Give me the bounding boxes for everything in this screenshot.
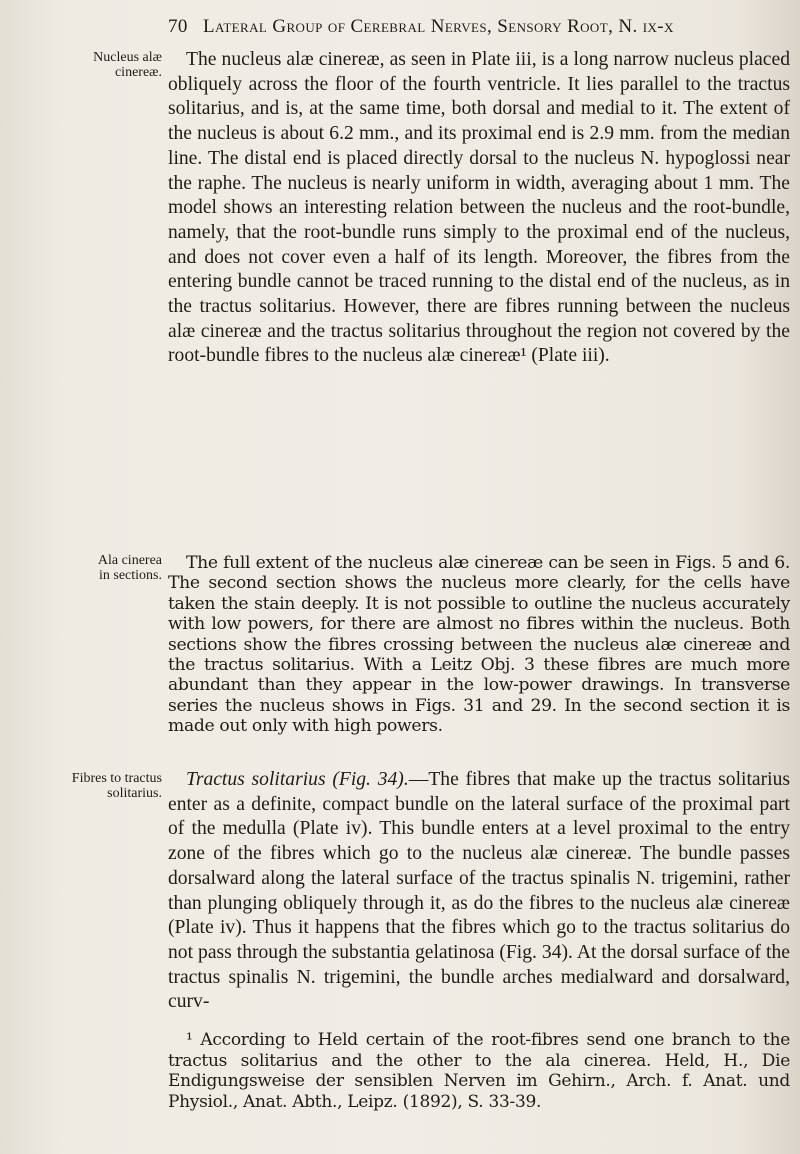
footnote: ¹ According to Held certain of the root-fibres send one branch to the tractus solitarius and the other to the ala cinerea. Held, H., Die Endigungsweise der sensiblen Nerven im Gehirn., Arch. f. Anat. und Physiol., Anat. Abth., Leipz. (1892), S. 33-39.	[168, 1030, 790, 1112]
tractus-solitarius-text: —The fibres that make up the tractus solitarius enter as a definite, compact bundle on the lateral surface of the proximal part of the medulla (Plate iv). This bundle enters at a level proximal to the entry zone of the fibres which go to the nucleus alæ cinereæ. The bundle passes dorsalward along the lateral surface of the tractus spinalis N. trigemini, rather than plunging obliquely through it, as do the fibres to the nucleus alæ cinereæ (Plate iv). Thus it happens that the fibres which go to the tractus solitarius do not pass through the substantia gelatinosa (Fig. 34). At the dorsal surface of the tractus spinalis N. trigemini, the bundle arches medialward and dorsalward, curv-	[168, 769, 790, 1013]
paragraph-ala-cinerea-sections: The full extent of the nucleus alæ cinereæ can be seen in Figs. 5 and 6. The second section shows the nucleus more clearly, for the cells have taken the stain deeply. It is not possible to outline the nucleus accurately with low powers, for there are almost no fibres within the nucleus. Both sections show the fibres crossing between the nucleus alæ cinereæ and the tractus solitarius. With a Leitz Obj. 3 these fibres are much more abundant than they appear in the low-power drawings. In transverse series the nucleus shows in Figs. 31 and 29. In the second section it is made out only with high powers.	[168, 553, 790, 737]
running-header	[168, 16, 792, 38]
margin-note-ala-cinerea: Ala cinerea in sections.	[97, 553, 162, 583]
paragraph-nucleus-alae: The nucleus alæ cinereæ, as seen in Plate iii, is a long narrow nucleus placed obliquely across the floor of the fourth ventricle. It lies parallel to the tractus solitarius, and is, at the same time, both dorsal and medial to it. The extent of the nucleus is about 6.2 mm., and its proximal end is 2.9 mm. from the median line. The distal end is placed directly dorsal to the nucleus N. hypoglossi near the raphe. The nucleus is nearly uniform in width, averaging about 1 mm. The model shows an interesting relation between the nucleus and the root-bundle, namely, that the root-bundle runs simply to the proximal end of the nucleus, and does not cover even a half of its length. Moreover, the fibres from the entering bundle cannot be traced running to the distal end of the nucleus, as in the tractus solitarius. However, there are fibres running between the nucleus alæ cinereæ and the tractus solitarius throughout the region not covered by the root-bundle fibres to the nucleus alæ cinereæ¹ (Plate iii).	[168, 49, 790, 367]
page-number: 70	[168, 16, 188, 37]
paragraph-tractus-solitarius	[168, 768, 790, 1015]
running-title: Lateral Group of Cerebral Nerves, Sensory Root, N. ix-x	[202, 16, 674, 37]
margin-note-nucleus-alae: Nucleus alæ cinereæ.	[93, 50, 162, 80]
margin-note-fibres-tractus: Fibres to tractus solitarius.	[71, 771, 162, 801]
tractus-solitarius-heading: Tractus solitarius (Fig. 34).	[186, 769, 409, 790]
